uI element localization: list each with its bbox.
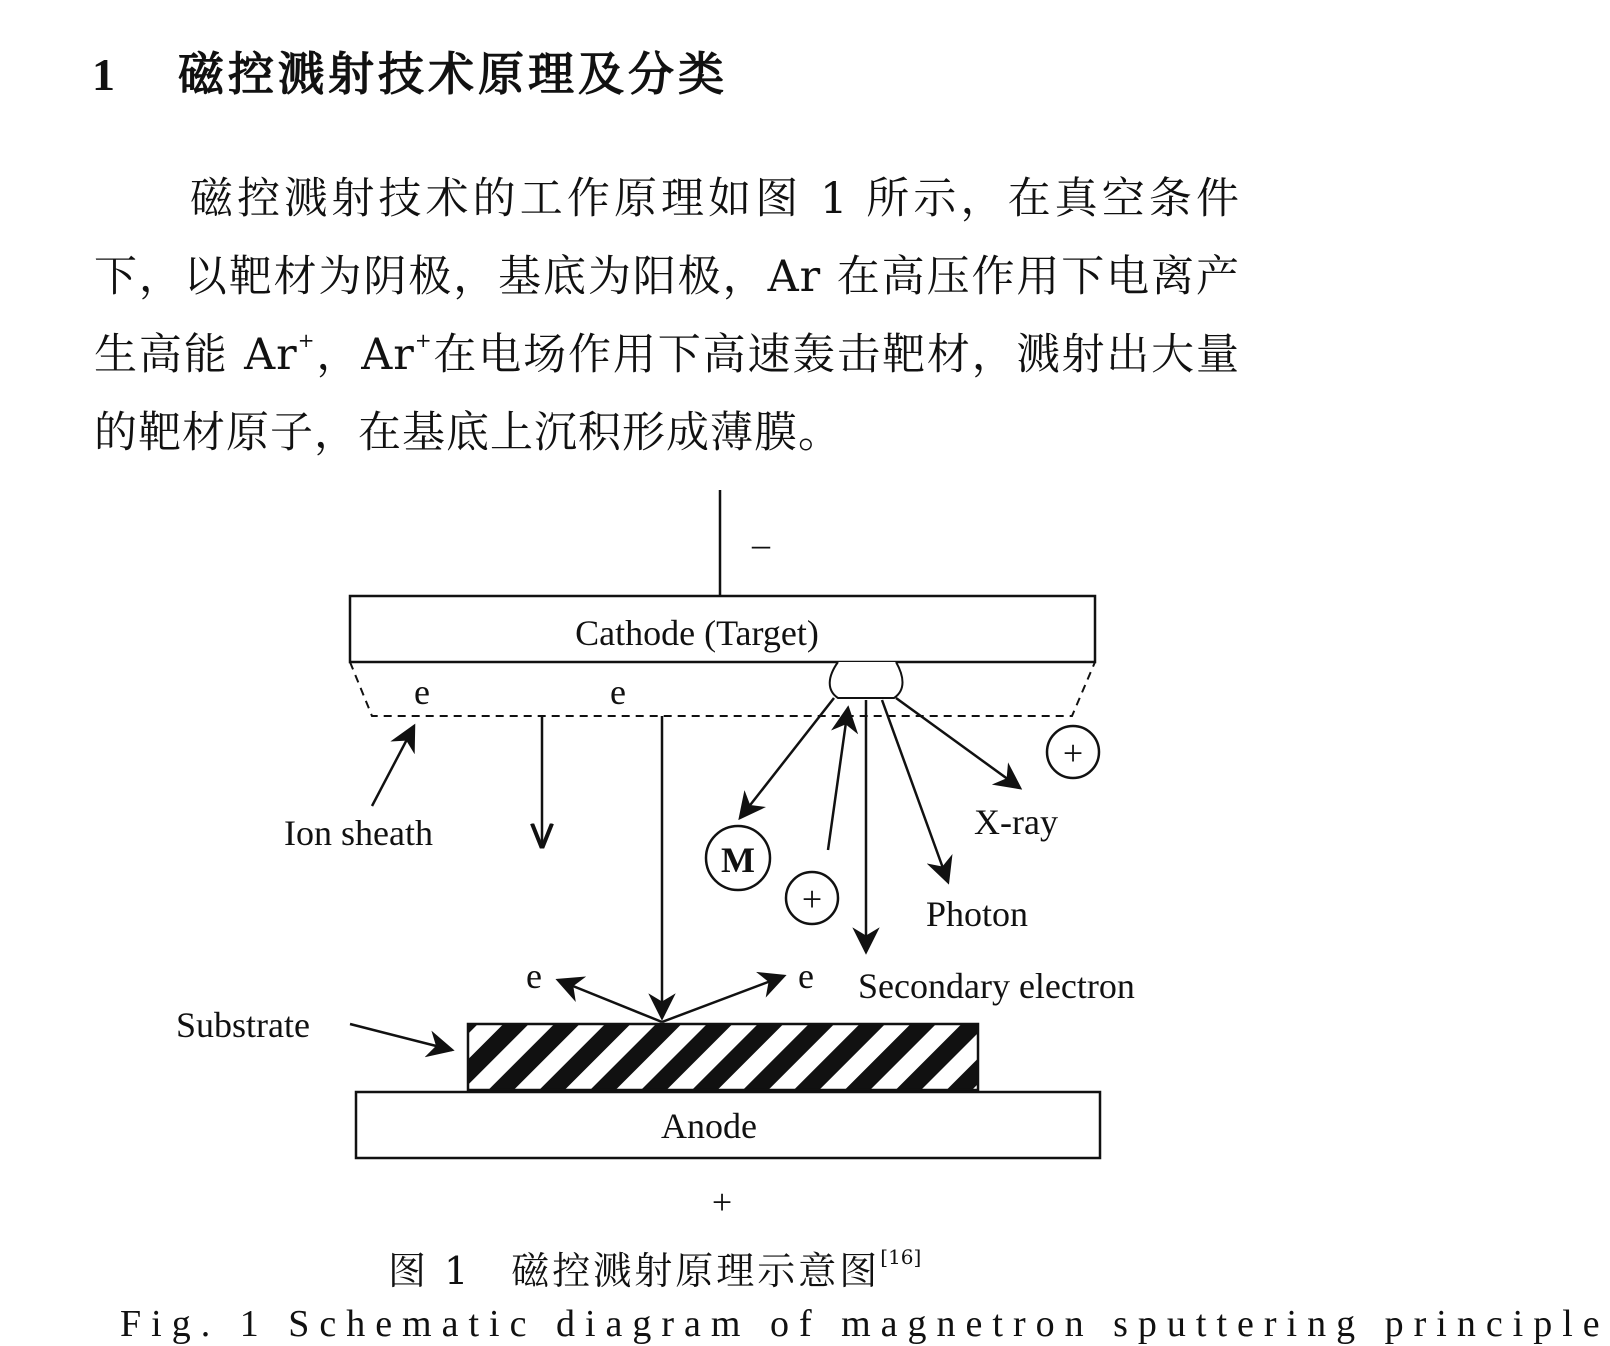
electron-label: e: [414, 672, 430, 712]
plus-label: +: [711, 1182, 733, 1222]
paragraph-text-1: 磁控溅射技术的工作原理如图 1 所示，在真空条件下，以靶材为阴极，基底为阳极，Ar 在高压作用下电离产生高能 Ar: [94, 174, 1240, 380]
scattered-electron-arrow: [662, 976, 784, 1022]
minus-label: –: [752, 524, 770, 564]
scattered-electron-arrow: [558, 980, 662, 1022]
substrate-arrow: [350, 1024, 452, 1050]
electron-label: e: [526, 956, 542, 996]
caption-reference: [16]: [880, 1245, 922, 1269]
xray-arrow: [896, 698, 1020, 788]
photon-label: Photon: [926, 894, 1029, 934]
paragraph-text-2: ，Ar: [315, 330, 415, 380]
xray-label: X-ray: [974, 802, 1058, 842]
english-caption-partial: Fig. 1 Schematic diagram of magnetron sputtering principle: [120, 1303, 1610, 1345]
ion-sheath-label: Ion sheath: [284, 813, 433, 853]
substrate-box: [468, 1024, 978, 1090]
electron-label: e: [610, 672, 626, 712]
ion-sheath-outline: [350, 662, 1095, 716]
superscript-plus: +: [297, 328, 316, 352]
ion-arrow: [828, 708, 848, 850]
paragraph-text-3: 在电场作用下高速轰击靶材，溅射出大量的靶材原子，在基底上沉积形成薄膜。: [94, 330, 1241, 458]
figure-caption: [388, 1240, 921, 1295]
metal-atom-symbol: M: [721, 840, 755, 880]
ion-symbol: +: [1062, 733, 1084, 773]
anode-label: Anode: [661, 1106, 757, 1146]
superscript-plus: +: [414, 328, 433, 352]
figure-number: 图 1: [388, 1249, 472, 1293]
secondary-electron-label: Secondary electron: [858, 966, 1135, 1006]
caption-text: 磁控溅射原理示意图: [511, 1249, 881, 1293]
cathode-label: Cathode (Target): [575, 613, 819, 653]
ion-sheath-arrow: [372, 726, 414, 806]
ion-symbol: +: [801, 879, 823, 919]
substrate-label: Substrate: [176, 1005, 310, 1045]
electron-label: e: [798, 956, 814, 996]
section-title: 磁控溅射技术原理及分类: [178, 47, 728, 101]
erosion-groove: [830, 662, 903, 698]
section-number: 1: [92, 49, 119, 100]
